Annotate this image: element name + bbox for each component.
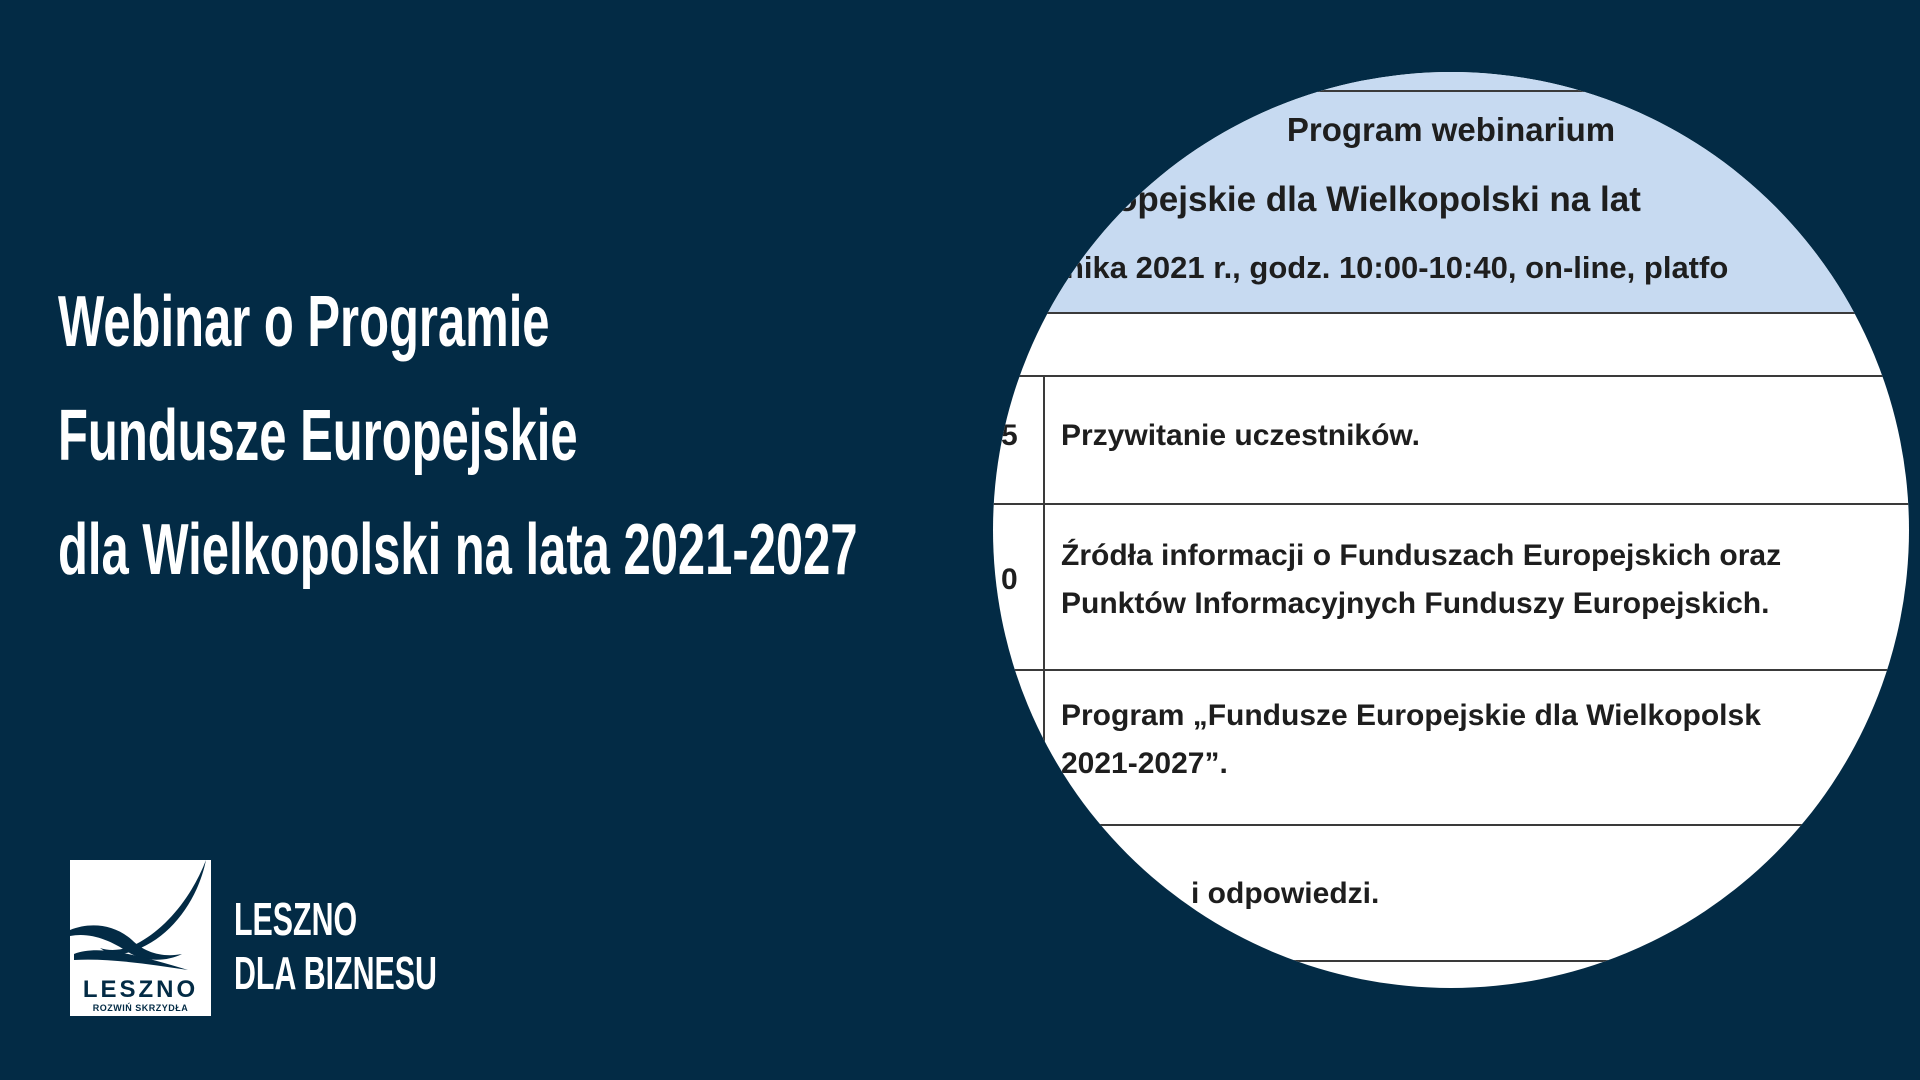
table-border xyxy=(993,503,1909,505)
brand-name xyxy=(234,892,437,1000)
row-3-text-line-1: Program „Fundusze Europejskie dla Wielkopolsk xyxy=(1061,699,1761,732)
headline-line-1: Webinar o Programie xyxy=(58,282,550,362)
agenda-date-line: nika 2021 r., godz. 10:00-10:40, on-line, platfo xyxy=(1065,250,1729,285)
logo-wordmark: LESZNO xyxy=(82,976,199,1003)
row-4-text: i odpowiedzi. xyxy=(1191,877,1380,910)
table-border xyxy=(993,375,1909,377)
table-border xyxy=(993,824,1909,826)
agenda-title: Program webinarium xyxy=(1286,111,1616,148)
table-border xyxy=(993,669,1909,671)
agenda-document xyxy=(993,72,1909,988)
row-2-text-line-2: Punktów Informacyjnych Funduszy Europejskich. xyxy=(1061,587,1770,620)
headline-line-3: dla Wielkopolski na lata 2021-2027 xyxy=(58,510,858,590)
brand-line-2: DLA BIZNESU xyxy=(234,947,437,999)
row-2-time: 0 xyxy=(1001,563,1018,596)
table-column-divider xyxy=(1043,375,1045,988)
row-1-text: Przywitanie uczestników. xyxy=(1061,419,1420,452)
table-border xyxy=(993,312,1909,314)
row-2-text-line-1: Źródła informacji o Funduszach Europejskich oraz xyxy=(1061,539,1782,572)
webinar-headline xyxy=(58,265,858,607)
brand-line-1: LESZNO xyxy=(234,893,358,945)
row-1-time: 5 xyxy=(1001,419,1018,452)
table-border xyxy=(993,960,1909,962)
logo-tagline: ROZWIŃ SKRZYDŁA xyxy=(92,1003,189,1013)
agenda-document-crop xyxy=(993,72,1909,988)
headline-line-2: Fundusze Europejskie xyxy=(58,396,578,476)
agenda-subtitle: uropejskie dla Wielkopolski na lat xyxy=(1081,180,1641,219)
table-border xyxy=(993,90,1909,92)
row-3-text-line-2: 2021-2027”. xyxy=(1061,747,1228,780)
leszno-logo xyxy=(70,860,211,1016)
